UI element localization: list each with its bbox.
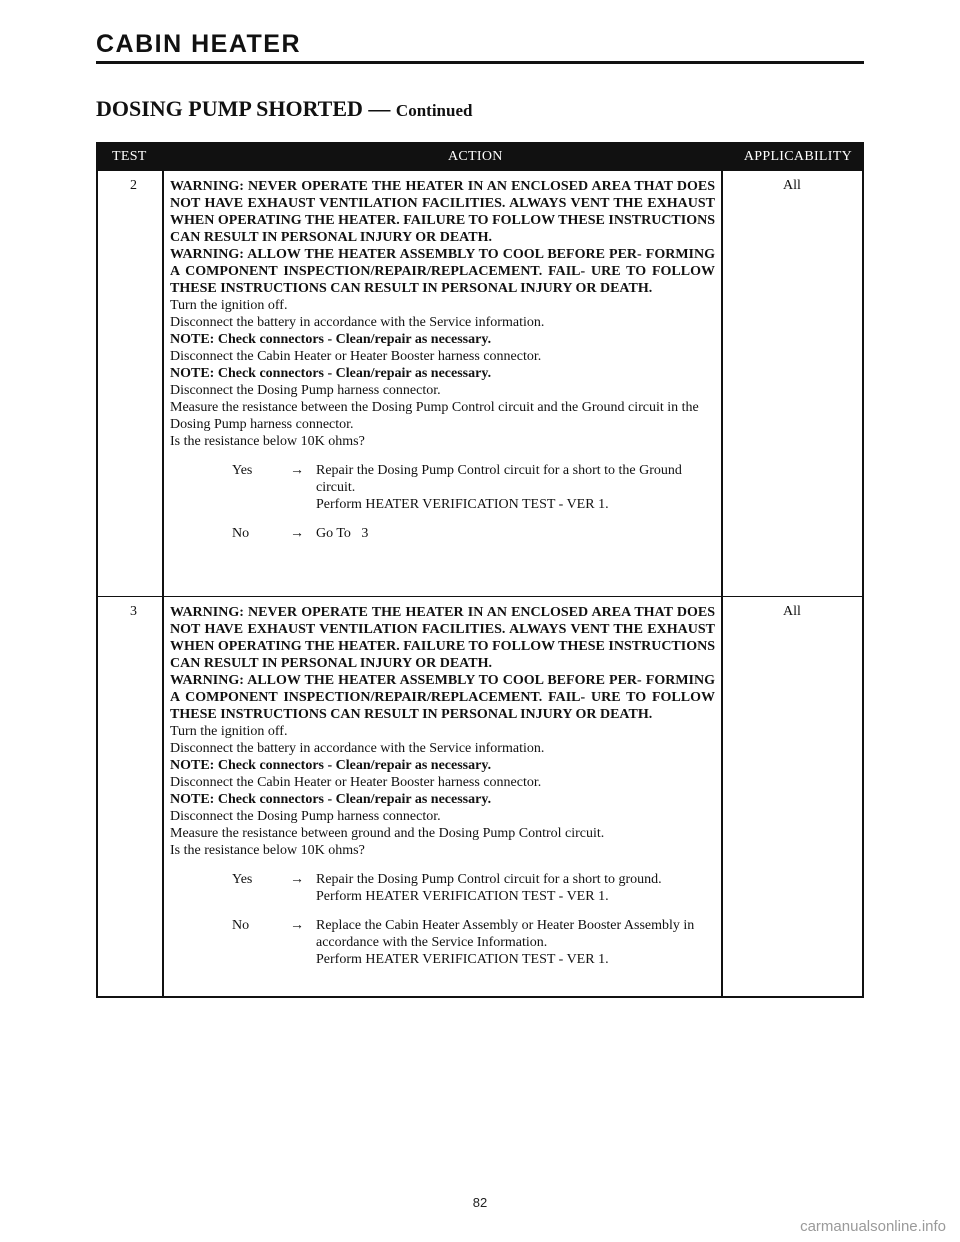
answer-result	[316, 462, 715, 513]
note-text: NOTE: Check connectors - Clean/repair as necessary.	[170, 366, 492, 381]
answer-yes	[170, 462, 715, 513]
arrow-icon: →	[290, 463, 304, 478]
answer-label: No	[232, 526, 250, 541]
diagnostic-table	[96, 142, 864, 998]
column-header-applicability: APPLICABILITY	[743, 149, 852, 164]
answer-label: Yes	[232, 872, 253, 887]
section-title: CABIN HEATER	[96, 30, 302, 58]
test-number: 2	[130, 178, 137, 193]
answer-result	[316, 871, 715, 905]
note-text: NOTE: Check connectors - Clean/repair as necessary.	[170, 332, 492, 347]
step-text: Disconnect the battery in accordance with the Service information.	[170, 741, 545, 756]
column-header-action: ACTION	[448, 149, 503, 164]
step-text: Measure the resistance between the Dosing Pump Control circuit and the Ground circuit in the Dosing Pump harness connector.	[170, 400, 699, 432]
result-line: Perform HEATER VERIFICATION TEST - VER 1.	[316, 889, 609, 904]
arrow-icon: →	[290, 872, 304, 887]
step-text: Disconnect the Cabin Heater or Heater Booster harness connector.	[170, 775, 542, 790]
result-line: Replace the Cabin Heater Assembly or Heater Booster Assembly in accordance with the Service Information.	[316, 918, 695, 950]
note-text: NOTE: Check connectors - Clean/repair as necessary.	[170, 792, 492, 807]
warning-text: WARNING: NEVER OPERATE THE HEATER IN AN ENCLOSED AREA THAT DOES NOT HAVE EXHAUST VENTILATION FACILITIES. ALWAYS VENT THE EXHAUST WHEN OPERATING THE HEATER. FAILURE TO FOLLOW THESE INSTRUCTIONS CAN RESULT IN PERSONAL INJURY OR DEATH.	[170, 605, 715, 671]
question-text: Is the resistance below 10K ohms?	[170, 434, 365, 449]
applicability-value: All	[783, 604, 801, 619]
applicability-value: All	[783, 178, 801, 193]
action-cell	[170, 178, 715, 542]
arrow-icon: →	[290, 526, 304, 541]
warning-text: WARNING: NEVER OPERATE THE HEATER IN AN ENCLOSED AREA THAT DOES NOT HAVE EXHAUST VENTILATION FACILITIES. ALWAYS VENT THE EXHAUST WHEN OPERATING THE HEATER. FAILURE TO FOLLOW THESE INSTRUCTIONS CAN RESULT IN PERSONAL INJURY OR DEATH.	[170, 179, 715, 245]
result-line: Go To 3	[316, 526, 369, 541]
answer-result	[316, 525, 715, 542]
note-text: NOTE: Check connectors - Clean/repair as necessary.	[170, 758, 492, 773]
answer-result	[316, 917, 715, 968]
answer-yes	[170, 871, 715, 905]
page-heading	[96, 96, 472, 122]
table-header	[98, 144, 862, 171]
column-header-test: TEST	[112, 149, 147, 164]
result-line: Repair the Dosing Pump Control circuit for a short to the Ground circuit.	[316, 463, 682, 495]
page-number: 82	[472, 1195, 488, 1210]
step-text: Disconnect the battery in accordance with the Service information.	[170, 315, 545, 330]
heading-title: DOSING PUMP SHORTED —	[96, 96, 391, 121]
heading-continued: Continued	[395, 101, 473, 120]
step-text: Disconnect the Dosing Pump harness connector.	[170, 809, 441, 824]
answer-label: Yes	[232, 463, 253, 478]
warning-text: WARNING: ALLOW THE HEATER ASSEMBLY TO COOL BEFORE PER- FORMING A COMPONENT INSPECTION/REPAIR/REPLACEMENT. FAIL- URE TO FOLLOW THESE INSTRUCTIONS CAN RESULT IN PERSONAL INJURY OR DEATH.	[170, 247, 715, 296]
result-line: Perform HEATER VERIFICATION TEST - VER 1.	[316, 952, 609, 967]
result-line: Repair the Dosing Pump Control circuit for a short to ground.	[316, 872, 662, 887]
test-number: 3	[130, 604, 137, 619]
question-text: Is the resistance below 10K ohms?	[170, 843, 365, 858]
warning-text: WARNING: ALLOW THE HEATER ASSEMBLY TO COOL BEFORE PER- FORMING A COMPONENT INSPECTION/REPAIR/REPLACEMENT. FAIL- URE TO FOLLOW THESE INSTRUCTIONS CAN RESULT IN PERSONAL INJURY OR DEATH.	[170, 673, 715, 722]
step-text: Disconnect the Cabin Heater or Heater Booster harness connector.	[170, 349, 542, 364]
action-cell	[170, 604, 715, 968]
answer-label: No	[232, 918, 250, 933]
arrow-icon: →	[290, 918, 304, 933]
table-row	[98, 597, 862, 996]
result-line: Perform HEATER VERIFICATION TEST - VER 1.	[316, 497, 609, 512]
answer-no	[170, 917, 715, 968]
table-row	[98, 171, 862, 597]
step-text: Disconnect the Dosing Pump harness connector.	[170, 383, 441, 398]
section-divider	[96, 61, 864, 64]
answer-no	[170, 525, 715, 542]
step-text: Turn the ignition off.	[170, 724, 288, 739]
step-text: Turn the ignition off.	[170, 298, 288, 313]
watermark: carmanualsonline.info	[800, 1218, 946, 1235]
step-text: Measure the resistance between ground and the Dosing Pump Control circuit.	[170, 826, 605, 841]
